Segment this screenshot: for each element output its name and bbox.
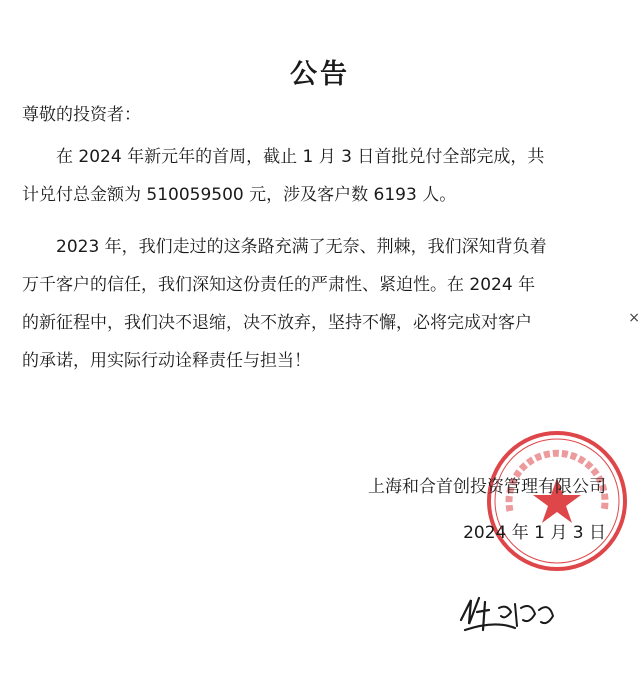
paragraph-2-line-3: 的新征程中，我们决不退缩，决不放弃，坚持不懈，必将完成对客户 bbox=[22, 313, 532, 333]
edge-mark: × bbox=[628, 310, 640, 326]
paragraph-1 bbox=[22, 138, 618, 214]
paragraph-1-line-1: 在 2024 年新元年的首周，截止 1 月 3 日首批兑付全部完成，共 bbox=[56, 147, 545, 167]
paragraph-2 bbox=[22, 228, 618, 380]
paragraph-2-line-2: 万千客户的信任，我们深知这份责任的严肃性、紧迫性。在 2024 年 bbox=[22, 275, 536, 295]
paragraph-2-line-4: 的承诺，用实际行动诠释责任与担当！ bbox=[22, 351, 311, 371]
paragraph-2-line-1: 2023 年，我们走过的这条路充满了无奈、荆棘，我们深知背负着 bbox=[56, 237, 547, 257]
salutation: 尊敬的投资者： bbox=[22, 105, 141, 125]
signer-company: 上海和合首创投资管理有限公司 bbox=[368, 477, 606, 497]
company-seal bbox=[482, 426, 632, 576]
notice-title: 公告 bbox=[290, 59, 350, 90]
notice-date: 2024 年 1 月 3 日 bbox=[463, 523, 606, 543]
paragraph-1-line-2: 计兑付总金额为 510059500 元，涉及客户数 6193 人。 bbox=[22, 185, 457, 205]
handwritten-signature bbox=[455, 590, 565, 640]
